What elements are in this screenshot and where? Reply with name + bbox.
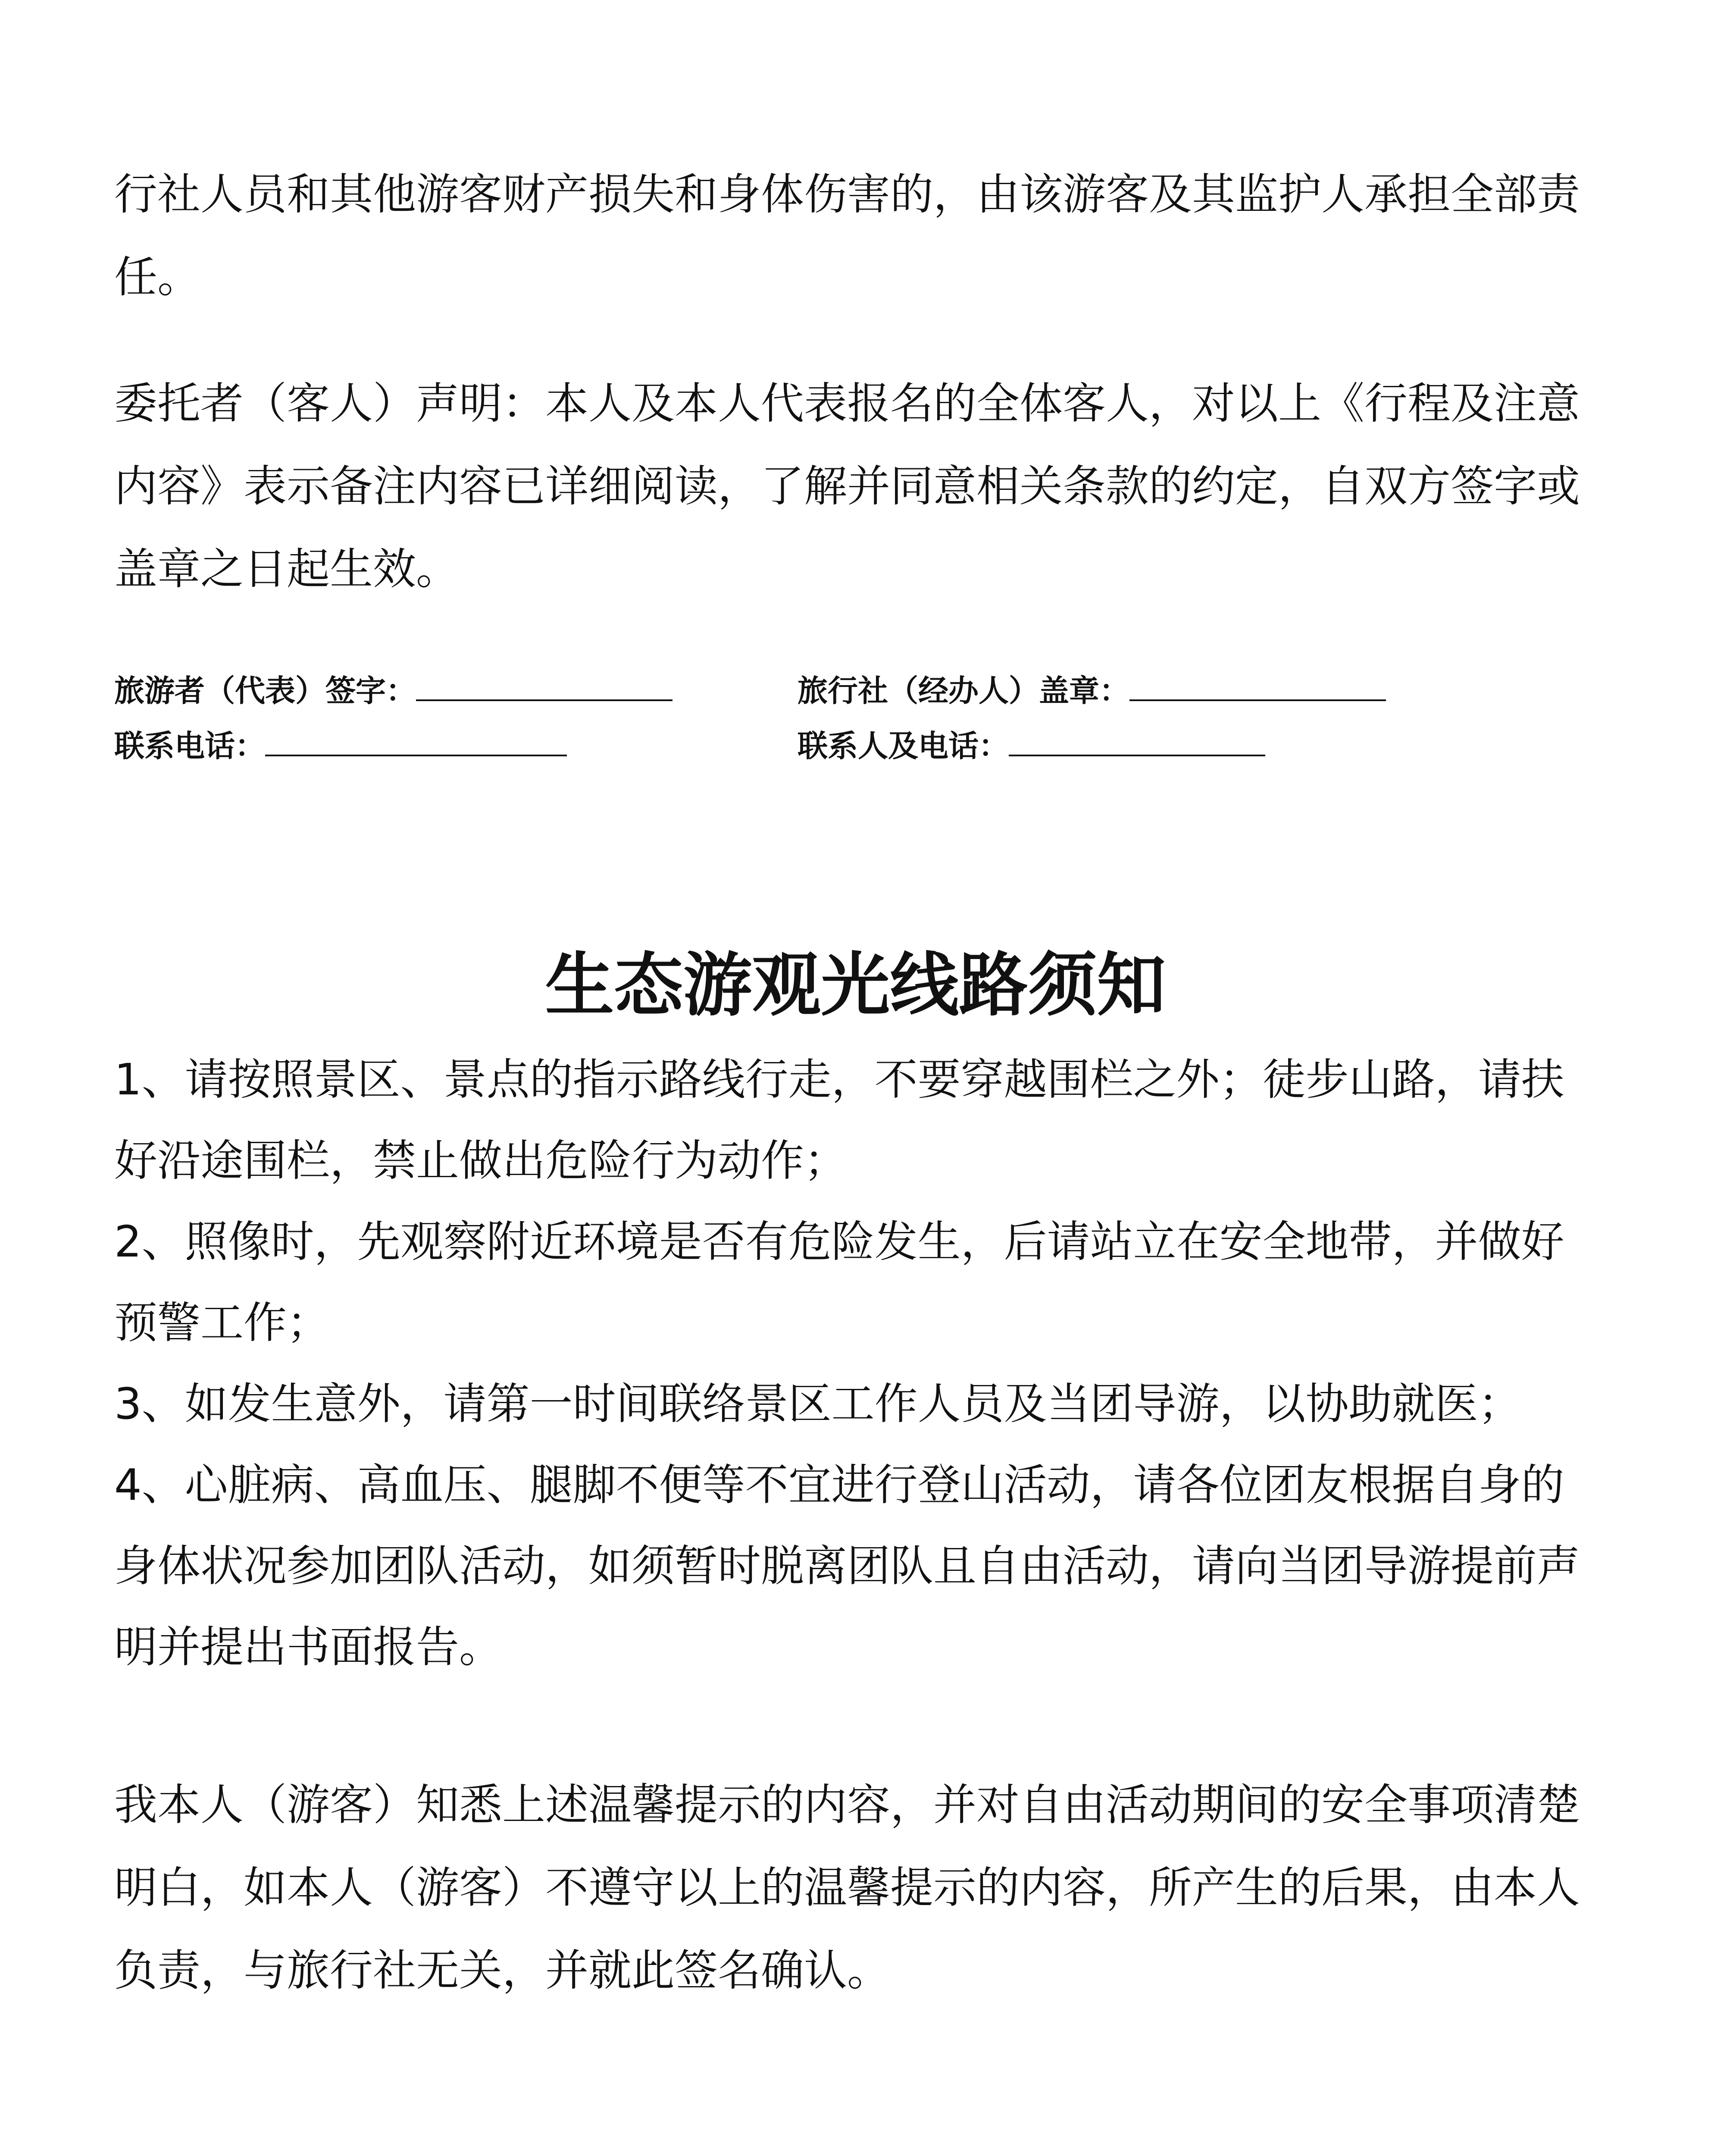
- agency-stamp-line[interactable]: [1129, 674, 1386, 701]
- notice-item-1: 1、请按照景区、景点的指示路线行走，不要穿越围栏之外；徒步山路，请扶好沿途围栏，禁止做出危险行为动作；: [114, 1054, 1564, 1186]
- phone-label: 联系电话：: [114, 728, 265, 764]
- contact-label: 联系人及电话：: [798, 728, 1009, 764]
- confirmation-paragraph: 我本人（游客）知悉上述温馨提示的内容，并对自由活动期间的安全事项清楚明白，如本人（游客）不遵守以上的温馨提示的内容，所产生的后果，由本人负责，与旅行社无关，并就此签名确认。: [114, 1780, 1580, 1996]
- notice-item-4: 4、心脏病、高血压、腿脚不便等不宜进行登山活动，请各位团友根据自身的身体状况参加团队活动，如须暂时脱离团队且自由活动，请向当团导游提前声明并提出书面报告。: [114, 1460, 1580, 1672]
- notice-list: [114, 1039, 1606, 1688]
- notice-item-3: 3、如发生意外，请第一时间联络景区工作人员及当团导游，以协助就医；: [114, 1379, 1521, 1429]
- liability-paragraph: 行社人员和其他游客财产损失和身体伤害的，由该游客及其监护人承担全部责任。: [114, 169, 1580, 302]
- client-statement-paragraph: 委托者（客人）声明：本人及本人代表报名的全体客人，对以上《行程及注意内容》表示备注内容已详细阅读，了解并同意相关条款的约定，自双方签字或盖章之日起生效。: [114, 378, 1580, 594]
- agency-stamp-label: 旅行社（经办人）盖章：: [798, 673, 1129, 708]
- contact-field: [798, 724, 1265, 768]
- traveler-signature-label: 旅游者（代表）签字：: [114, 673, 416, 708]
- notice-item-2: 2、照像时，先观察附近环境是否有危险发生，后请站立在安全地带，并做好预警工作；: [114, 1216, 1564, 1348]
- traveler-signature-line[interactable]: [416, 674, 673, 701]
- page-title: 生态游观光线路须知: [545, 945, 1166, 1025]
- agency-stamp-field: [798, 669, 1386, 712]
- phone-line[interactable]: [265, 729, 567, 756]
- traveler-signature-field: [114, 669, 673, 712]
- phone-field: [114, 724, 567, 768]
- contact-line[interactable]: [1009, 729, 1265, 756]
